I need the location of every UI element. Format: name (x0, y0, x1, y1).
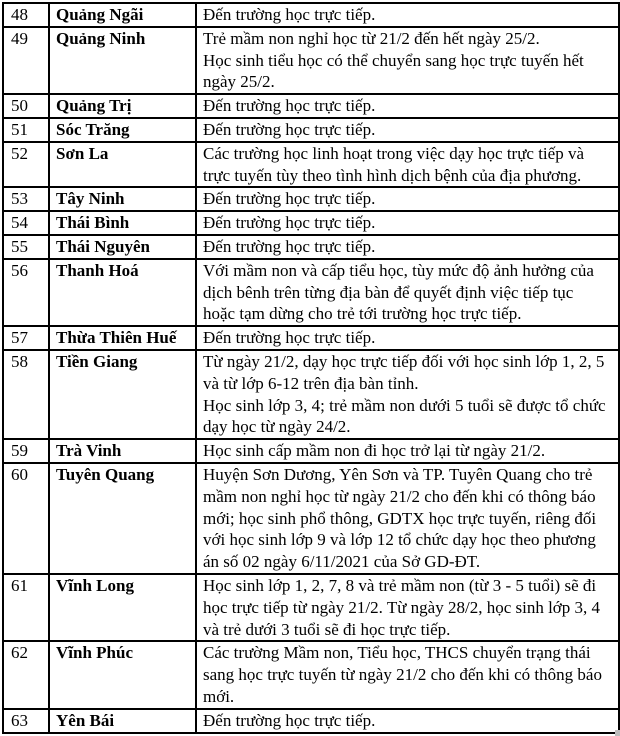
status-line: Học sinh lớp 1, 2, 7, 8 và trẻ mầm non (từ 3 - 5 tuổi) sẽ đi (203, 575, 597, 595)
province-name: Sóc Trăng (49, 118, 196, 142)
status-line: Học sinh cấp mầm non đi học trở lại từ ngày 21/2. (203, 441, 546, 461)
row-number: 49 (3, 27, 49, 94)
status-line: mới. (203, 686, 235, 706)
status-line: Đến trường học trực tiếp. (203, 236, 376, 256)
status-line: và từ lớp 6-12 trên địa bàn tỉnh. (203, 373, 419, 393)
row-number: 55 (3, 235, 49, 259)
row-number: 62 (3, 641, 49, 708)
status-line: ngày 25/2. (203, 72, 275, 92)
province-name: Thanh Hoá (49, 259, 196, 326)
status-line: Đến trường học trực tiếp. (203, 96, 376, 116)
row-number: 54 (3, 211, 49, 235)
status-line: dịch bênh trên từng địa bàn để quyết định việc tiếp tục (203, 282, 574, 302)
row-number: 53 (3, 187, 49, 211)
table-row (3, 326, 619, 350)
status-description (196, 326, 619, 350)
status-description (196, 142, 619, 188)
status-description (196, 94, 619, 118)
province-name: Vĩnh Phúc (49, 641, 196, 708)
province-name: Sơn La (49, 142, 196, 188)
status-line: và trẻ dưới 3 tuổi sẽ đi học trực tiếp. (203, 619, 451, 639)
province-name: Thái Nguyên (49, 235, 196, 259)
status-description (196, 641, 619, 708)
province-name: Tuyên Quang (49, 463, 196, 574)
status-description (196, 3, 619, 27)
status-description (196, 463, 619, 574)
status-line: mới; học sinh phổ thông, GDTX học trực tuyến, riêng đối (203, 508, 597, 528)
status-line: Đến trường học trực tiếp. (203, 189, 376, 209)
status-description (196, 574, 619, 641)
province-name: Tiền Giang (49, 350, 196, 439)
province-name: Quảng Ninh (49, 27, 196, 94)
table-row (3, 187, 619, 211)
status-line: Với mầm non và cấp tiểu học, tùy mức độ ảnh hưởng của (203, 260, 594, 280)
province-name: Tây Ninh (49, 187, 196, 211)
row-number: 59 (3, 439, 49, 463)
row-number: 48 (3, 3, 49, 27)
table-row (3, 574, 619, 641)
status-description (196, 350, 619, 439)
table-body (3, 3, 619, 733)
status-line: sang học trực tuyến từ ngày 21/2 cho đến khi có thông báo (203, 665, 602, 685)
status-line: dạy học từ ngày 24/2. (203, 417, 351, 437)
row-number: 52 (3, 142, 49, 188)
province-name: Quảng Ngãi (49, 3, 196, 27)
status-description (196, 27, 619, 94)
status-line: học trực tiếp từ ngày 21/2. Từ ngày 28/2, học sinh lớp 3, 4 (203, 597, 601, 617)
status-description (196, 187, 619, 211)
row-number: 58 (3, 350, 49, 439)
status-line: Học sinh tiểu học có thể chuyển sang học trực tuyến hết (203, 50, 584, 70)
status-line: Đến trường học trực tiếp. (203, 213, 376, 233)
row-number: 50 (3, 94, 49, 118)
province-name: Thái Bình (49, 211, 196, 235)
table-row (3, 350, 619, 439)
province-name: Trà Vinh (49, 439, 196, 463)
status-description (196, 118, 619, 142)
school-status-table (2, 2, 620, 734)
status-line: mầm non nghỉ học từ ngày 21/2 cho đến khi có thông báo (203, 486, 596, 506)
province-name: Vĩnh Long (49, 574, 196, 641)
row-number: 60 (3, 463, 49, 574)
status-line: Trẻ mầm non nghỉ học từ 21/2 đến hết ngày 25/2. (203, 28, 540, 48)
status-description (196, 211, 619, 235)
table-row (3, 641, 619, 708)
province-name: Quảng Trị (49, 94, 196, 118)
corner-artifact (615, 730, 620, 736)
table-row (3, 463, 619, 574)
row-number: 56 (3, 259, 49, 326)
table-row (3, 211, 619, 235)
table-row (3, 3, 619, 27)
status-line: Từ ngày 21/2, dạy học trực tiếp đối với học sinh lớp 1, 2, 5 (203, 351, 605, 371)
row-number: 51 (3, 118, 49, 142)
table-row (3, 94, 619, 118)
row-number: 63 (3, 709, 49, 733)
table-row (3, 709, 619, 733)
status-line: trực tuyến tùy theo tình hình dịch bệnh của địa phương. (203, 165, 582, 185)
status-line: Đến trường học trực tiếp. (203, 119, 376, 139)
status-description (196, 709, 619, 733)
table-row (3, 235, 619, 259)
status-description (196, 439, 619, 463)
status-line: Đến trường học trực tiếp. (203, 328, 376, 348)
row-number: 57 (3, 326, 49, 350)
status-line: Các trường Mầm non, Tiểu học, THCS chuyển trạng thái (203, 643, 591, 663)
status-description (196, 259, 619, 326)
status-line: với học sinh lớp 9 và lớp 12 tổ chức dạy học theo phương (203, 530, 596, 550)
table-row (3, 118, 619, 142)
province-name: Yên Bái (49, 709, 196, 733)
status-line: án số 02 ngày 6/11/2021 của Sở GD-ĐT. (203, 552, 481, 572)
status-line: Đến trường học trực tiếp. (203, 710, 376, 730)
province-name: Thừa Thiên Huế (49, 326, 196, 350)
table-row (3, 259, 619, 326)
row-number: 61 (3, 574, 49, 641)
status-line: Học sinh lớp 3, 4; trẻ mầm non dưới 5 tuổi sẽ được tổ chức (203, 395, 606, 415)
status-line: Các trường học linh hoạt trong việc dạy học trực tiếp và (203, 143, 584, 163)
table-row (3, 439, 619, 463)
table-row (3, 27, 619, 94)
status-line: Huyện Sơn Dương, Yên Sơn và TP. Tuyên Quang cho trẻ (203, 464, 593, 484)
status-line: Đến trường học trực tiếp. (203, 5, 376, 24)
table-row (3, 142, 619, 188)
status-description (196, 235, 619, 259)
status-line: hoặc tạm dừng cho trẻ tới trường học trực tiếp. (203, 304, 522, 324)
